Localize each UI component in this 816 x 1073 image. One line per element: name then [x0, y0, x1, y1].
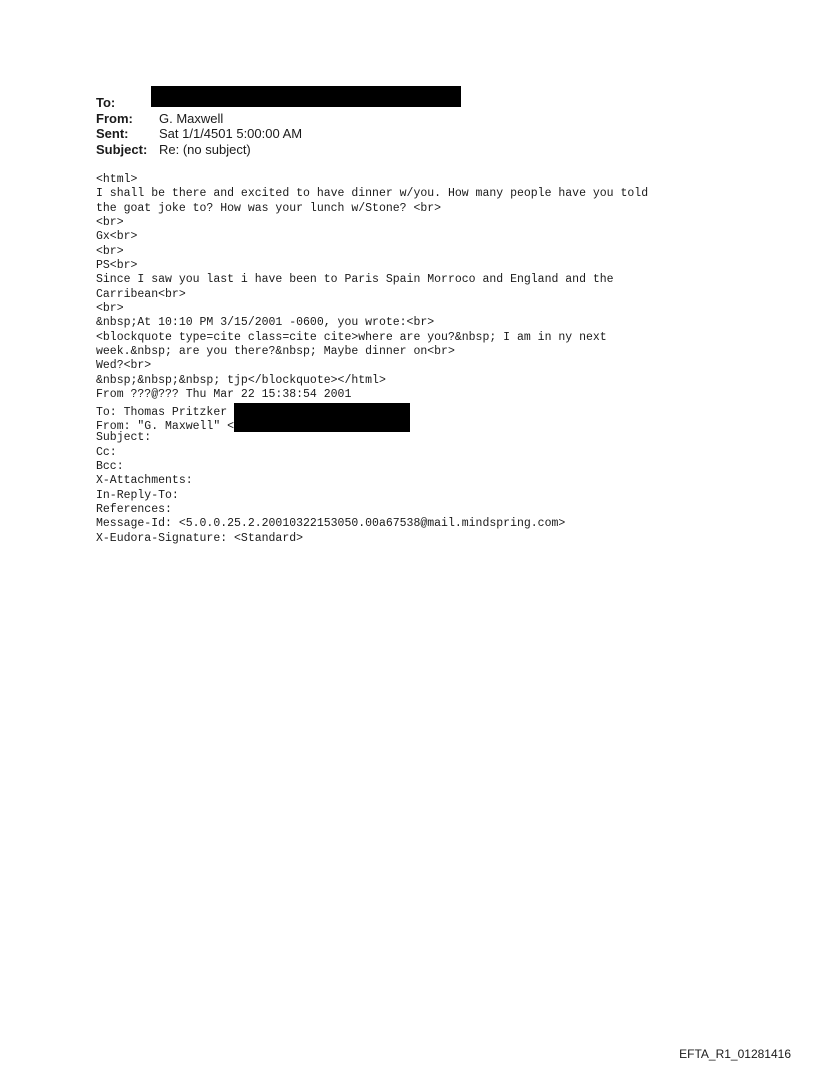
- redaction-block: [234, 417, 410, 432]
- body-line: Gx<br>: [96, 230, 138, 244]
- body-line: Wed?<br>: [96, 359, 152, 373]
- body-line: <br>: [96, 244, 124, 258]
- body-line: <br>: [96, 302, 124, 316]
- body-line: <html>: [96, 173, 138, 186]
- email-body: [96, 173, 648, 546]
- body-line: References:: [96, 502, 172, 516]
- body-line: PS<br>: [96, 259, 138, 273]
- email-header: [96, 95, 461, 157]
- body-line: Bcc:: [96, 459, 124, 473]
- header-from-row: [96, 111, 461, 127]
- from-value: G. Maxwell: [159, 110, 224, 126]
- header-subject-row: [96, 142, 461, 158]
- to-label: To:: [96, 95, 116, 110]
- redaction-block: [234, 403, 410, 417]
- redaction-block: [151, 86, 461, 107]
- body-line: From ???@??? Thu Mar 22 15:38:54 2001: [96, 388, 352, 402]
- body-line: In-Reply-To:: [96, 488, 179, 502]
- document-id: EFTA_R1_01281416: [679, 1047, 791, 1061]
- body-line: Carribean<br>: [96, 287, 186, 301]
- header-sent-row: [96, 126, 461, 142]
- to-line-text: To: Thomas Pritzker: [96, 405, 235, 419]
- from-line-text: From: "G. Maxwell" <: [96, 419, 235, 433]
- subject-label: Subject:: [96, 141, 148, 157]
- body-from-line: [96, 417, 648, 431]
- body-line: <br>: [96, 216, 124, 230]
- message-id-line: Message-Id: <5.0.0.25.2.20010322153050.00a67538@mail.mindspring.com>: [96, 517, 566, 531]
- body-line: &nbsp;&nbsp;&nbsp; tjp</blockquote></html>: [96, 373, 386, 387]
- body-to-line: [96, 403, 648, 417]
- body-line: Subject:: [96, 431, 152, 445]
- body-line: I shall be there and excited to have dinner w/you. How many people have you told: [96, 187, 649, 201]
- subject-value: Re: (no subject): [159, 141, 251, 157]
- sent-value: Sat 1/1/4501 5:00:00 AM: [159, 126, 303, 141]
- signature-line: X-Eudora-Signature: <Standard>: [96, 531, 304, 545]
- body-line: week.&nbsp; are you there?&nbsp; Maybe dinner on<br>: [96, 345, 455, 359]
- body-line: X-Attachments:: [96, 474, 193, 488]
- header-to-row: [96, 95, 461, 111]
- sent-label: Sent:: [96, 126, 129, 141]
- body-line: the goat joke to? How was your lunch w/Stone? <br>: [96, 201, 442, 215]
- body-line: &nbsp;At 10:10 PM 3/15/2001 -0600, you wrote:<br>: [96, 316, 435, 330]
- from-label: From:: [96, 110, 133, 126]
- body-line: <blockquote type=cite class=cite cite>where are you?&nbsp; I am in ny next: [96, 330, 607, 344]
- body-line: Cc:: [96, 445, 117, 459]
- body-line: Since I saw you last i have been to Paris Spain Morroco and England and the: [96, 273, 614, 287]
